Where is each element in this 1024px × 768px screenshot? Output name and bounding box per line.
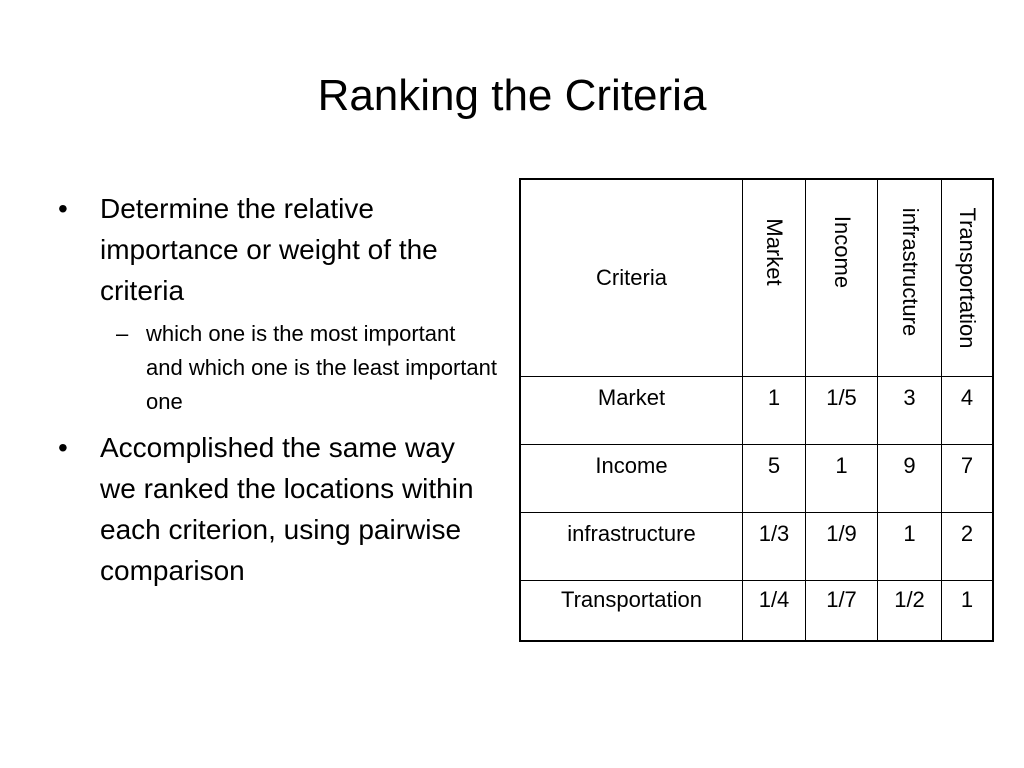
slide-title: Ranking the Criteria xyxy=(317,71,707,120)
table-cell: 3 xyxy=(878,377,942,445)
bullet-item xyxy=(58,427,498,591)
table-corner-cell: Criteria xyxy=(520,179,743,377)
bullet-marker: • xyxy=(58,193,68,224)
table-cell: 1/4 xyxy=(743,581,806,641)
table-cell: 1/3 xyxy=(743,513,806,581)
table-cell: 1/9 xyxy=(806,513,878,581)
table-cell: 5 xyxy=(743,445,806,513)
column-header-income xyxy=(806,179,878,377)
table-cell: 1/5 xyxy=(806,377,878,445)
table-cell: 7 xyxy=(942,445,994,513)
bullet-item xyxy=(58,188,498,311)
row-label: Transportation xyxy=(520,581,743,641)
table-row xyxy=(520,377,993,445)
column-header-label: infrastructure xyxy=(897,207,923,337)
bullet-text: Determine the relative importance or weight of the criteria xyxy=(100,193,438,306)
table-header-row xyxy=(520,179,993,377)
table-cell: 1 xyxy=(743,377,806,445)
bullet-marker: • xyxy=(58,432,68,463)
table-cell: 4 xyxy=(942,377,994,445)
row-label: Market xyxy=(520,377,743,445)
table-row xyxy=(520,581,993,641)
sub-bullet-marker: – xyxy=(116,321,129,346)
column-header-transportation xyxy=(942,179,994,377)
column-header-infrastructure xyxy=(878,179,942,377)
table-row xyxy=(520,513,993,581)
pairwise-comparison-table xyxy=(519,178,994,642)
row-label: infrastructure xyxy=(520,513,743,581)
column-header-label: Income xyxy=(829,215,855,289)
column-header-label: Transportation xyxy=(955,207,980,349)
table-cell: 1/2 xyxy=(878,581,942,641)
column-header-label: Market xyxy=(762,218,787,286)
table-cell: 9 xyxy=(878,445,942,513)
table-row xyxy=(520,445,993,513)
table-cell: 2 xyxy=(942,513,994,581)
table-cell: 1 xyxy=(878,513,942,581)
table-cell: 1/7 xyxy=(806,581,878,641)
bullet-text: Accomplished the same way we ranked the locations within each criterion, using pairwise comparison xyxy=(100,432,474,586)
sub-bullet-text: which one is the most important and which one is the least important one xyxy=(146,321,497,414)
table-cell: 1 xyxy=(806,445,878,513)
sub-bullet-item xyxy=(58,317,498,419)
row-label: Income xyxy=(520,445,743,513)
bullet-list xyxy=(58,188,498,591)
table-cell: 1 xyxy=(942,581,994,641)
column-header-market xyxy=(743,179,806,377)
